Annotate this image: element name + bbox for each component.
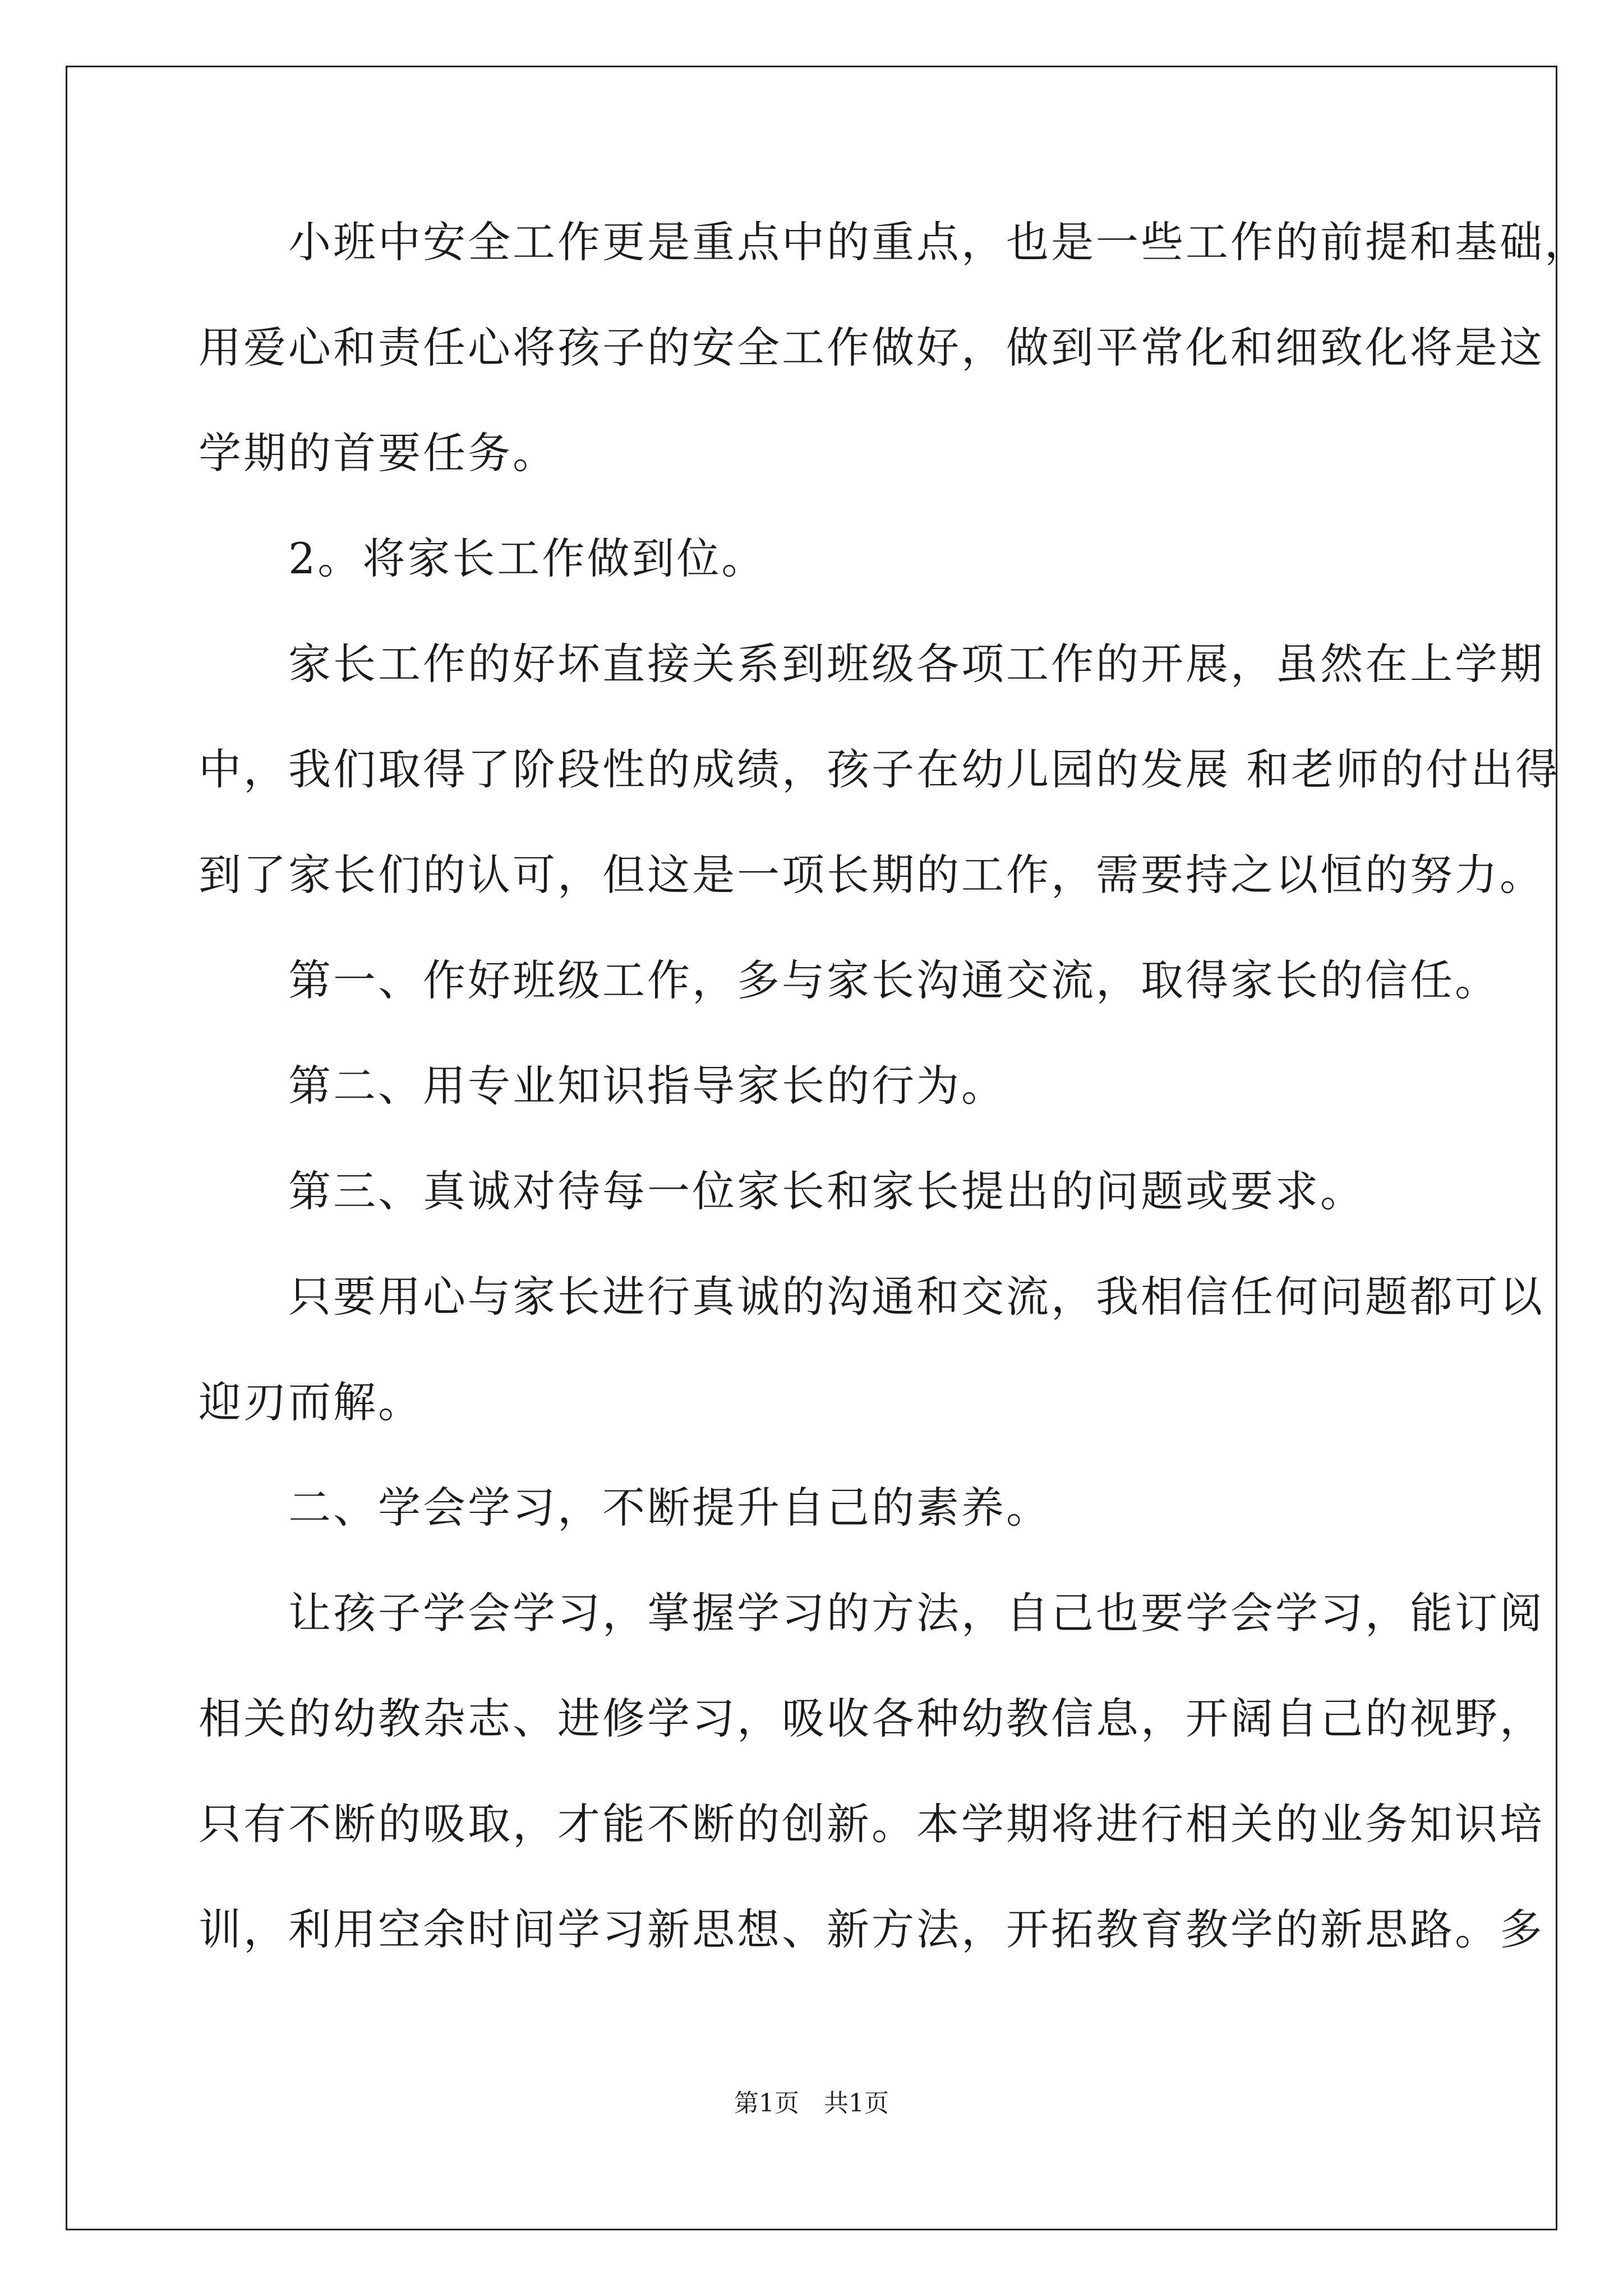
text-line: 只要用心与家长进行真诚的沟通和交流，我相信任何问题都可以 bbox=[199, 1272, 1544, 1322]
text-line: 2。将家长工作做到位。 bbox=[199, 533, 767, 583]
text-line: 学期的首要任务。 bbox=[199, 428, 557, 478]
text-line: 让孩子学会学习，掌握学习的方法，自己也要学会学习，能订阅 bbox=[199, 1588, 1544, 1638]
text-line: 第二、用专业知识指导家长的行为。 bbox=[199, 1061, 1006, 1111]
text-line: 只有不断的吸取，才能不断的创新。本学期将进行相关的业务知识培 bbox=[199, 1799, 1544, 1849]
text-line: 迎刃而解。 bbox=[199, 1377, 423, 1427]
text-line: 第三、真诚对待每一位家长和家长提出的问题或要求。 bbox=[199, 1166, 1365, 1216]
text-line: 训，利用空余时间学习新思想、新方法，开拓教育教学的新思路。多 bbox=[199, 1904, 1544, 1954]
text-line: 用爱心和责任心将孩子的安全工作做好，做到平常化和细致化将是这 bbox=[199, 323, 1544, 372]
text-line: 小班中安全工作更是重点中的重点，也是一些工作的前提和基础， bbox=[199, 217, 1589, 267]
text-line: 二、学会学习，不断提升自己的素养。 bbox=[199, 1483, 1051, 1533]
text-line: 第一、作好班级工作，多与家长沟通交流，取得家长的信任。 bbox=[199, 955, 1500, 1005]
text-line: 家长工作的好坏直接关系到班级各项工作的开展，虽然在上学期 bbox=[199, 639, 1544, 689]
text-line: 相关的幼教杂志、进修学习，吸收各种幼教信息，开阔自己的视野， bbox=[199, 1694, 1544, 1743]
document-body bbox=[199, 216, 1589, 1956]
text-line: 到了家长们的认可，但这是一项长期的工作，需要持之以恒的努力。 bbox=[199, 850, 1544, 900]
page-footer: 第1页 共1页 bbox=[734, 2089, 889, 2118]
text-line: 中，我们取得了阶段性的成绩，孩子在幼儿园的发展 和老师的付出得 bbox=[199, 744, 1561, 794]
